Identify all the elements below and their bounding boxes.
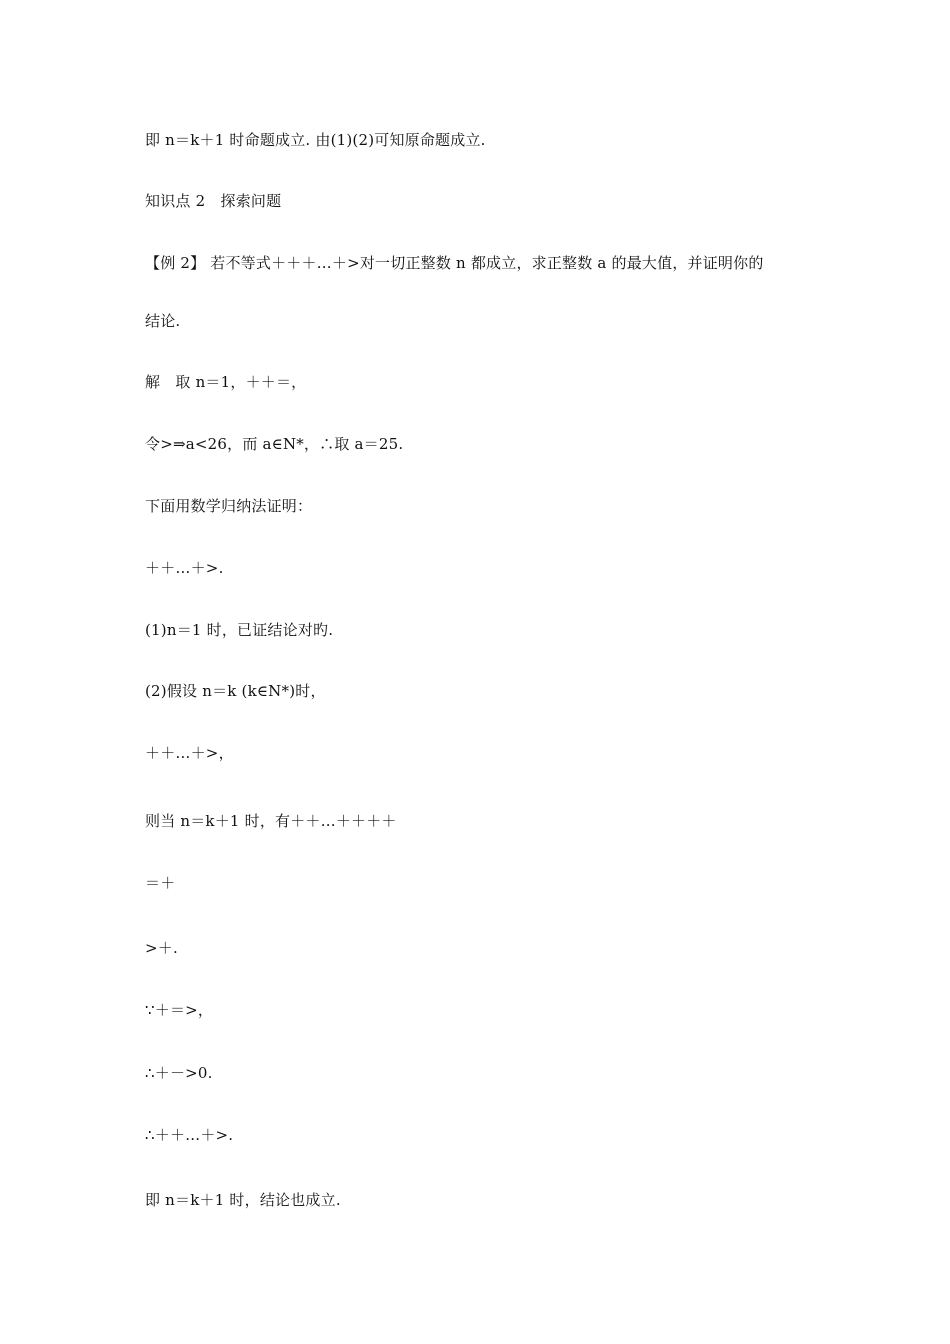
- solution-line-10: >＋.: [145, 939, 178, 957]
- solution-line-12: ∴＋－>0.: [145, 1064, 213, 1082]
- solution-line-5: (1)n＝1 时，已证结论对旳.: [145, 621, 334, 639]
- example-statement-cont: 结论.: [145, 312, 181, 330]
- solution-line-14: 即 n＝k＋1 时，结论也成立.: [145, 1191, 341, 1209]
- solution-line-11: ∵＋＝>，: [145, 1001, 214, 1019]
- solution-line-13: ∴＋＋…＋>.: [145, 1126, 234, 1144]
- solution-line-1: 解 取 n＝1，＋＋＝，: [145, 373, 307, 391]
- solution-line-6: (2)假设 n＝k (k∈N*)时，: [145, 682, 326, 700]
- solution-line-7: ＋＋…＋>，: [145, 744, 234, 762]
- solution-line-8: 则当 n＝k＋1 时，有＋＋…＋＋＋＋: [145, 812, 397, 830]
- text-line-1: 即 n＝k＋1 时命题成立. 由(1)(2)可知原命题成立.: [145, 131, 486, 149]
- solution-line-4: ＋＋…＋>.: [145, 559, 224, 577]
- solution-line-9: ＝＋: [145, 874, 176, 892]
- solution-line-3: 下面用数学归纳法证明：: [145, 497, 313, 515]
- example-statement: 【例 2】 若不等式＋＋＋…＋>对一切正整数 n 都成立，求正整数 a 的最大值，并证明你的: [145, 254, 764, 272]
- section-heading: 知识点 2 探索问题: [145, 192, 282, 210]
- solution-line-2: 令>⇒a<26，而 a∈N*，∴取 a＝25.: [145, 435, 404, 453]
